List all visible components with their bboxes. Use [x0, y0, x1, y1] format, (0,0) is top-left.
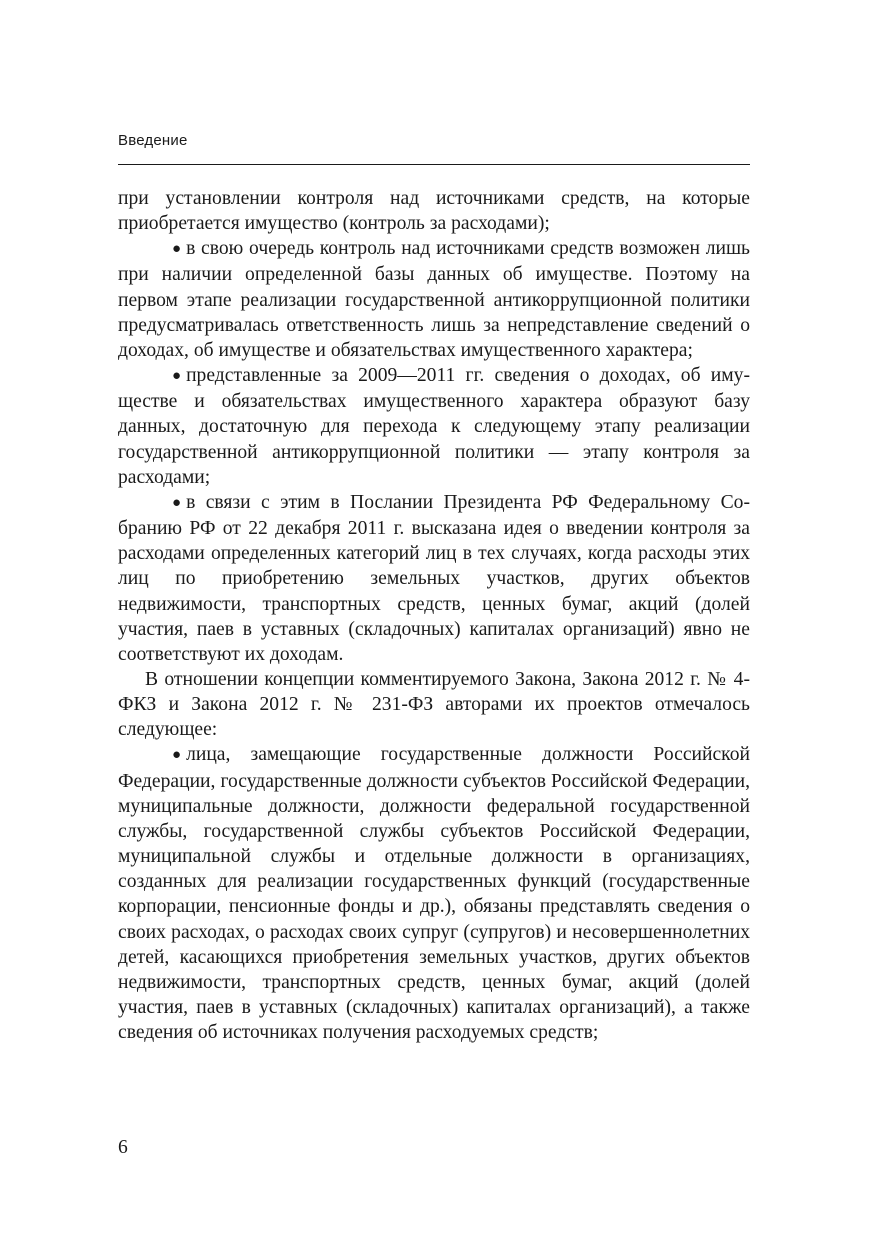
- bullet-item: [118, 742, 750, 1045]
- bullet-icon: ●: [172, 368, 182, 385]
- bullet-item-text: лица, замещающие государственные должности Российской Федерации, государственные должности субъектов Российской Федерации, муниципальные должности, должности федеральной государственной службы, государственной службы субъектов Российской Федерации, муниципальной службы и отдельные должности в организациях, созданных для реализации государственных функций (государственные корпорации, пенсионные фонды и др.), обязаны представлять сведения о своих расходах, о расходах своих супруг (супругов) и несовершеннолетних детей, касающихся приобретения земельных участков, других объектов недвижимости, транспортных средств, ценных бумаг, акций (долей участия, паев в уставных (складочных) капиталах организаций), а также сведения об источниках получения расходуемых средств;: [118, 744, 750, 1044]
- page-number: 6: [118, 1137, 128, 1158]
- bullet-item: [118, 236, 750, 363]
- body-text: [118, 186, 750, 1045]
- bullet-item: [118, 490, 750, 667]
- bullet-icon: ●: [172, 241, 182, 258]
- bullet-icon: ●: [172, 747, 182, 764]
- paragraph-text: В отношении концепции комментируемого Закона, Закона 2012 г. № 4-ФКЗ и Закона 2012 г. № 231-ФЗ авторами их проектов отмечалось следующее:: [118, 668, 750, 741]
- page-header: [118, 131, 750, 165]
- running-title: Введение: [118, 132, 188, 149]
- paragraph: [118, 667, 750, 742]
- bullet-item-text: представленные за 2009—2011 гг. сведения о доходах, об имуществе и обязательствах имущественного характера образуют базу данных, достаточную для перехода к следующему этапу реализации государственной антикоррупционной политики — этапу контроля за расходами;: [118, 365, 750, 488]
- paragraph-continuation: [118, 186, 750, 236]
- bullet-item: [118, 363, 750, 490]
- bullet-icon: ●: [172, 494, 182, 511]
- bullet-item-text: в связи с этим в Послании Президента РФ Федеральному Собранию РФ от 22 декабря 2011 г. высказана идея о введении контроля за расходами определенных категорий лиц в тех случаях, когда расходы этих лиц по приобретению земельных участков, других объектов недвижимости, транспортных средств, ценных бумаг, акций (долей участия, паев в уставных (складочных) капиталах организаций) явно не соответствуют их доходам.: [118, 491, 750, 665]
- paragraph-text: при установлении контроля над источниками средств, на которые приобретается имущество (контроль за расходами);: [118, 188, 750, 235]
- bullet-item-text: в свою очередь контроль над источниками средств возможен лишь при наличии определенной базы данных об имуществе. Поэтому на первом этапе реализации государственной антикоррупционной политики предусматривалась ответственность лишь за непредставление сведений о доходах, об имуществе и обязательствах имущественного характера;: [118, 238, 750, 361]
